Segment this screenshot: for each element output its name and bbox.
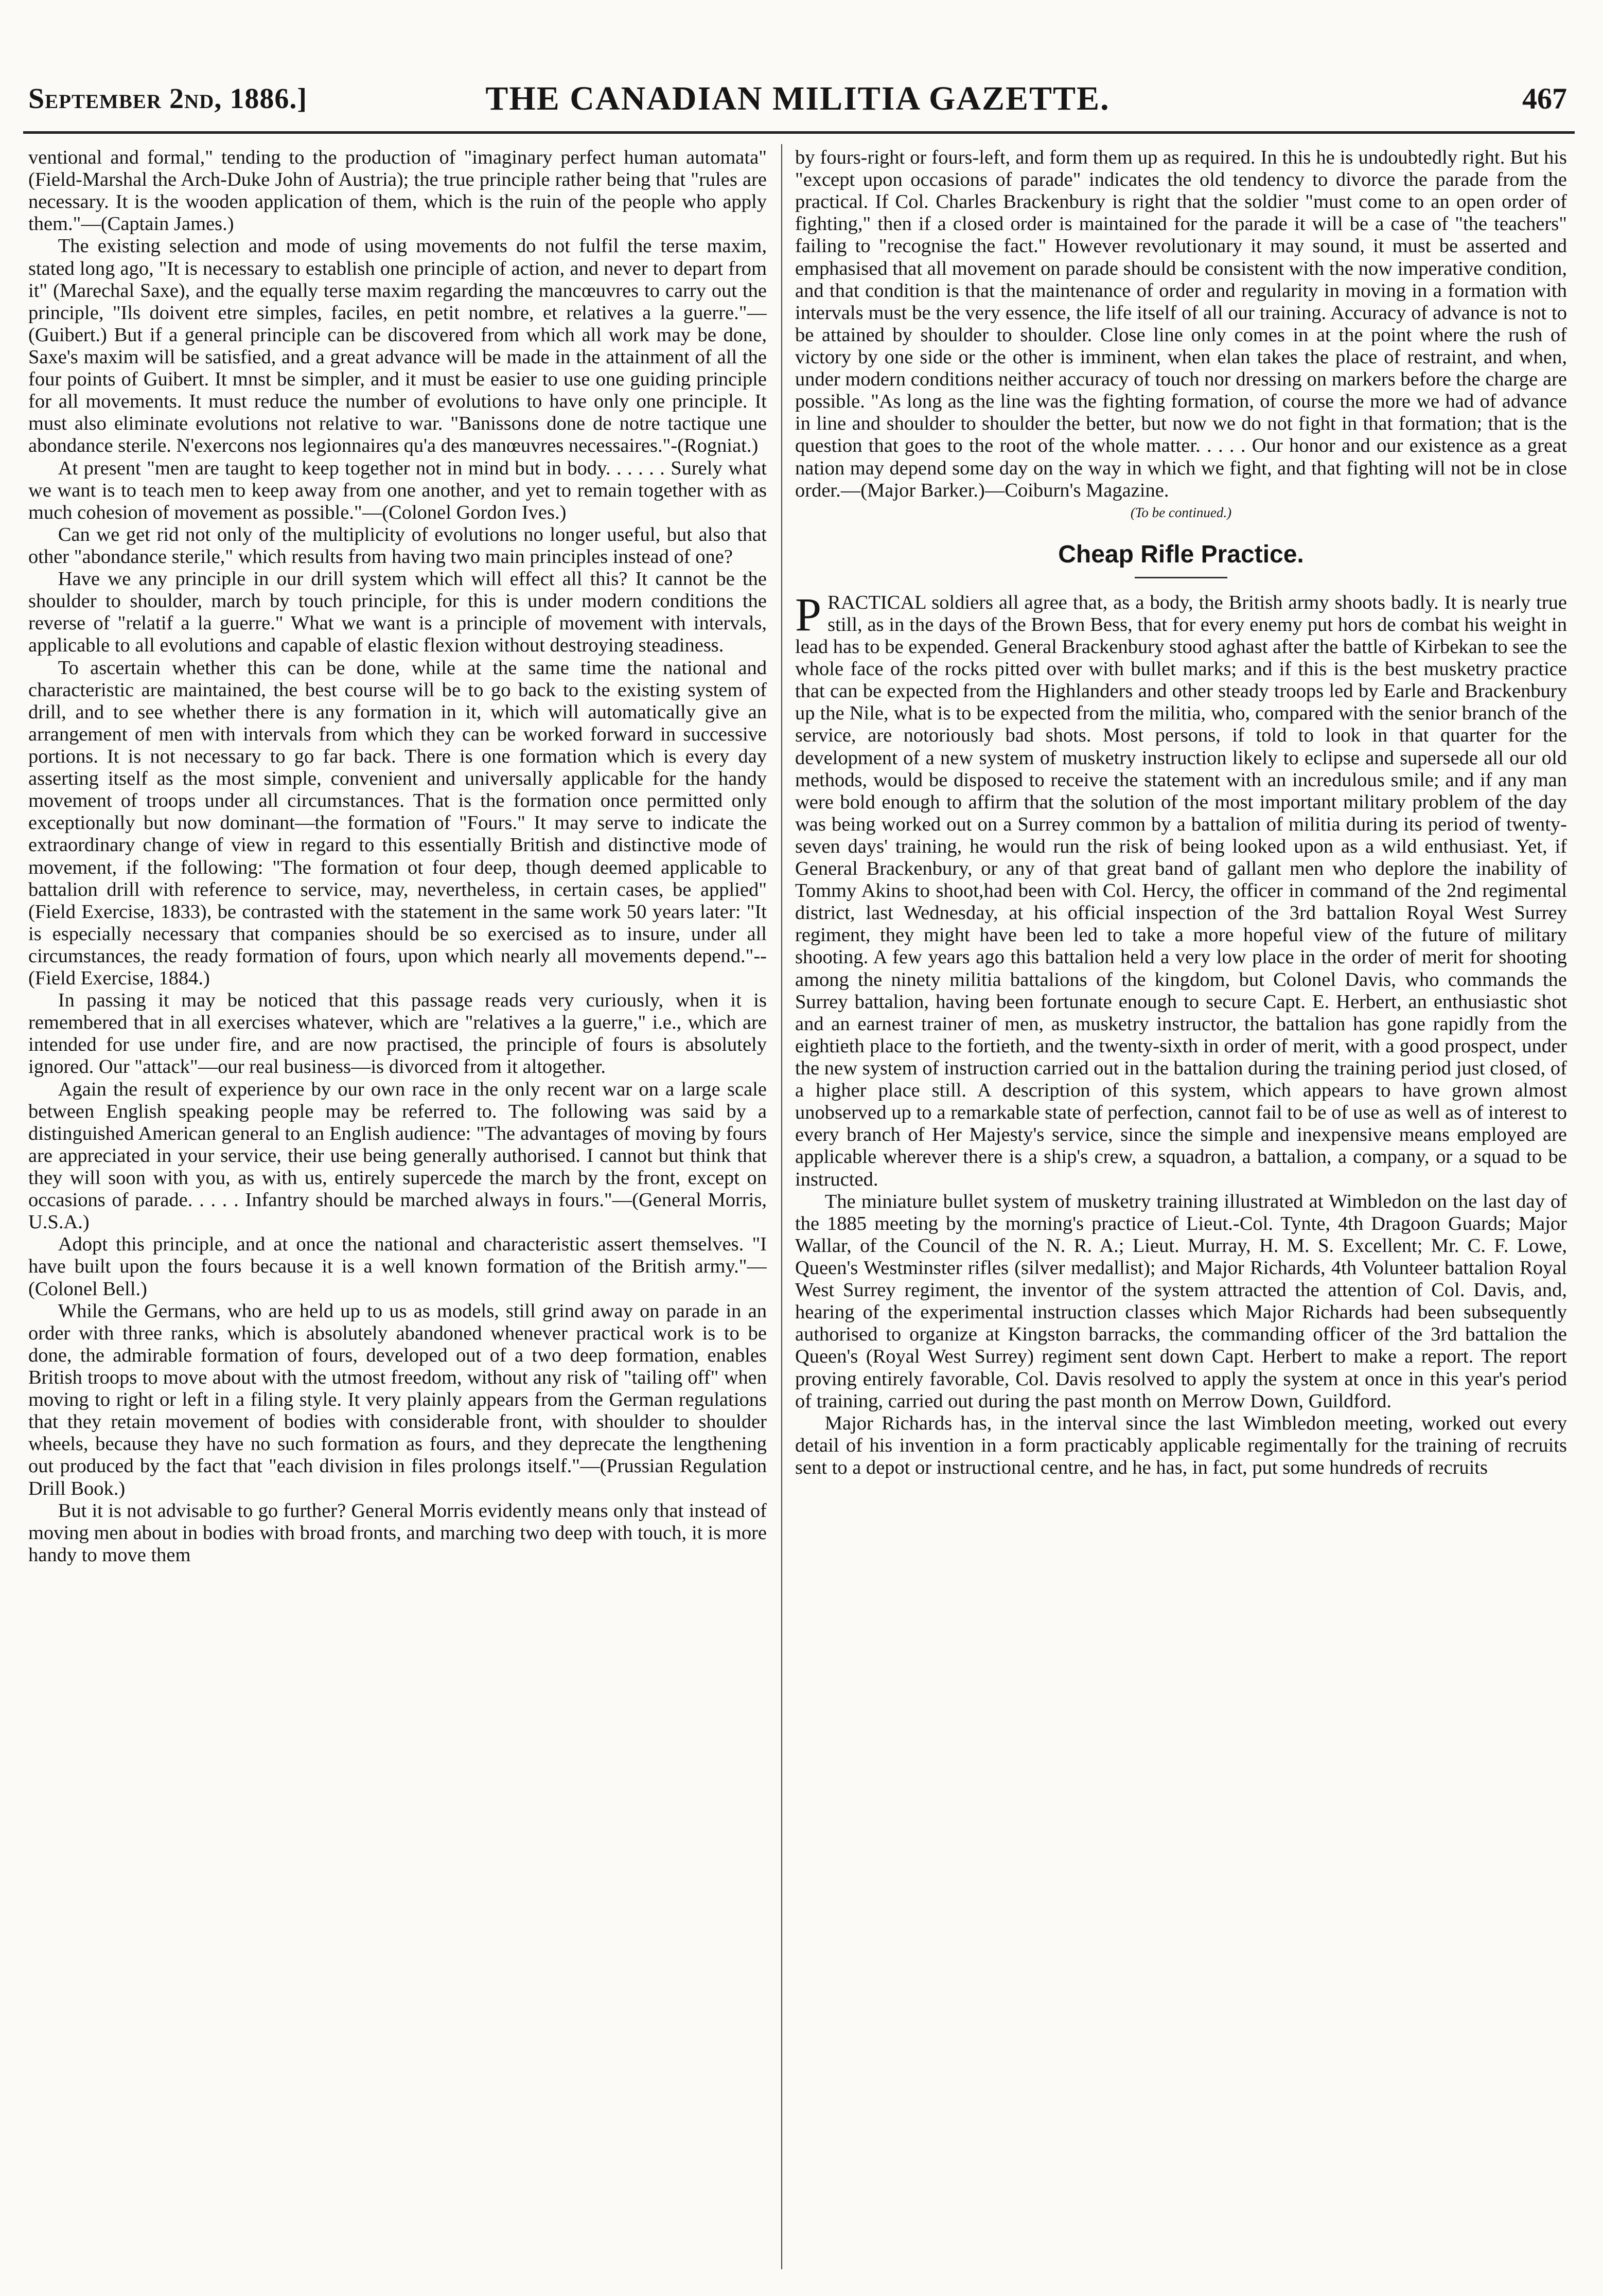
paragraph: Major Richards has, in the interval since the last Wimbledon meeting, worked out every detail of his invention in a form practicably applicable regimentally for the training of recruits sent to a depot or instructional centre, and he has, in fact, put some hundreds of recruits [795,1412,1567,1478]
page-number: 467 [1522,82,1567,115]
continued-note: (To be continued.) [1130,504,1232,520]
left-column [28,147,767,2267]
column-divider [781,144,782,2269]
header-rule [23,131,1575,134]
paragraph: ventional and formal," tending to the production of "imaginary perfect human automata" (Field-Marshal the Arch-Duke John of Austria); the true principle rather being that "rules are necessary. It is the wooden application of them, which is the ruin of the people who apply them."—(Captain James.) [28,147,767,235]
paragraph: by fours-right or fours-left, and form them up as required. In this he is undoubtedly right. But his "except upon occasions of parade" indicates the old tendency to divorce the parade from the practical. If Col. Charles Brackenbury is right that the soldier "must come to an open order of fighting," then if a closed order is maintained for the parade it will be a case of "the teachers" failing to "recognise the fact." However revolutionary it may sound, it must be asserted and emphasised that all movement on parade should be consistent with the now imperative condition, and that condition is that the maintenance of order and regularity in moving in a formation with intervals must be the very essence, the life itself of all our training. Accuracy of advance is not to be attained by shoulder to shoulder. Close line only comes in at the point where the rush of victory by one side or the other is imminent, when elan takes the place of restraint, and when, under modern conditions neither accuracy of touch nor dressing on markers before the charge are possible. "As long as the line was the fighting formation, of course the more we had of advance in line and shoulder to shoulder the better, but now we do not fight in that formation; that is the question that goes to the root of the whole matter. . . . . Our honor and our existence as a great nation may depend some day on the way in which we fight, and that fighting will not be in close order.—(Major Barker.)—Coiburn's Magazine. [795,147,1567,501]
paragraph: Again the result of experience by our own race in the only recent war on a large scale between English speaking people may be referred to. The following was said by a distinguished American general to an English audience: "The advantages of moving by fours are appreciated in your service, their use being generally authorised. I cannot but think that they will soon with you, as with us, entirely supercede the march by the front, except on occasions of parade. . . . . Infantry should be marched always in fours."—(General Morris, U.S.A.) [28,1078,767,1233]
paragraph: The miniature bullet system of musketry training illustrated at Wimbledon on the last day of the 1885 meeting by the morning's practice of Lieut.-Col. Tynte, 4th Dragoon Guards; Major Wallar, of the Council of the N. R. A.; Lieut. Murray, H. M. S. Excellent; Mr. C. F. Lowe, Queen's Westminster rifles (silver medallist); and Major Richards, 4th Volunteer battalion Royal West Surrey regiment, the inventor of the system attracted the attention of Col. Davis, and, hearing of the experimental instruction classes which Major Richards had been subsequently authorised to organize at Kingston barracks, the commanding officer of the 3rd battalion the Queen's (Royal West Surrey) regiment sent down Capt. Herbert to make a report. The report proving entirely favorable, Col. Davis resolved to apply the system at once in this year's period of training, carried out during the past month on Merrow Down, Guildford. [795,1190,1567,1412]
article-title: Cheap Rifle Practice. [1058,540,1304,568]
drop-cap: P [795,588,822,641]
article-lead-paragraph [795,588,1567,1191]
paragraph: But it is not advisable to go further? General Morris evidently means only that instead of moving men about in bodies with broad fronts, and marching two deep with touch, it is more handy to move them [28,1499,767,1566]
title-rule [1135,577,1227,578]
paragraph: At present "men are taught to keep together not in mind but in body. . . . . . Surely what we want is to teach men to keep away from one another, and yet to remain together with as much cohesion of movement as possible."—(Colonel Gordon Ives.) [28,457,767,523]
paragraph: In passing it may be noticed that this passage reads very curiously, when it is remembered that in all exercises whatever, which are "relatives a la guerre," i.e., which are intended for use under fire, and are now practised, the principle of fours is absolutely ignored. Our "attack"—our real business—is divorced from it altogether. [28,990,767,1078]
publication-title: THE CANADIAN MILITIA GAZETTE. [485,80,1110,117]
lead-text: RACTICAL soldiers all agree that, as a body, the British army shoots badly. It is nearly true still, as in the days of the Brown Bess, that for every enemy put hors de combat his weight in lead has to be expended. General Brackenbury stood aghast after the battle of Kirbekan to see the whole face of the rocks pitted over with bullet marks; and if this is the best musketry practice that can be expected from the Highlanders and other steady troops led by Earle and Brackenbury up the Nile, what is to be expected from the militia, who, compared with the senior branch of the service, are notoriously bad shots. Most persons, if told to look in that quarter for the development of a new system of musketry instruction likely to eclipse and supersede all our old methods, would be disposed to receive the statement with an incredulous smile; and if any man were bold enough to affirm that the solution of the most important military problem of the day was being worked out on a Surrey common by a battalion of militia during its period of twenty-seven days' training, he would run the risk of being looked upon as a wild enthusiast. Yet, if General Brackenbury, or any of that great band of gallant men who deplore the inability of Tommy Akins to shoot,had been with Col. Hercy, the officer in command of the 2nd regimental district, last Wednesday, at his official inspection of the 3rd battalion Royal West Surrey regiment, they might have been led to take a more hopeful view of the future of military shooting. A few years ago this battalion held a very low place in the order of merit for shooting among the ninety militia battalions of the kingdom, but Colonel Davis, who commands the Surrey battalion, having been fortunate enough to secure Capt. E. Herbert, an enthusiastic shot and an earnest trainer of men, as musketry instructor, the battalion has gone rapidly from the eightieth place to the fortieth, and the twenty-sixth in order of merit, with a good prospect, under the new system of instruction carried out in the battalion during the training period just closed, of a higher place still. A description of this system, which appears to have grown almost unobserved up to a remarkable state of perfection, cannot fail to be of use as well as of interest to every branch of Her Majesty's service, since the simple and inexpensive means employed are applicable wherever there is a ship's crew, a squadron, a battalion, a company, or a squad to be instructed. [795,591,1567,1190]
paragraph: Have we any principle in our drill system which will effect all this? It cannot be the shoulder to shoulder, march by touch principle, for this is under modern conditions the reverse of "relatif a la guerre." What we want is a principle of movement with intervals, applicable to all evolutions and capable of elastic flexion without destroying steadiness. [28,568,767,657]
paragraph: While the Germans, who are held up to us as models, still grind away on parade in an order with three ranks, which is absolutely abandoned whenever practical work is to be done, the admirable formation of fours, developed out of a two deep formation, enables British troops to move about with the utmost freedom, without any risk of "tailing off" when moving to right or left in a filing style. It very plainly appears from the German regulations that they retain movement of bodies with considerable front, with shoulder to shoulder wheels, because they have no such formation as fours, and they deprecate the lengthening out produced by the fact that "each division in files prolongs itself."—(Prussian Regulation Drill Book.) [28,1300,767,1499]
issue-date: September 2nd, 1886.] [28,83,307,115]
right-column [795,147,1567,2267]
page-header [21,77,1575,129]
paragraph: Adopt this principle, and at once the national and characteristic assert themselves. "I have built upon the fours because it is a well known formation of the British army."—(Colonel Bell.) [28,1233,767,1300]
paragraph: Can we get rid not only of the multiplicity of evolutions no longer useful, but also that other "abondance sterile," which results from having two main principles instead of one? [28,523,767,568]
paragraph: The existing selection and mode of using movements do not fulfil the terse maxim, stated long ago, "It is necessary to establish one principle of action, and never to depart from it" (Marechal Saxe), and the equally terse maxim regarding the mancœuvres to carry out the principle, "Ils doivent etre simples, faciles, en petit nombre, et relatives a la guerre."—(Guibert.) But if a general principle can be discovered from which all work may be done, Saxe's maxim will be satisfied, and a great advance will be made in the attainment of all the four points of Guibert. It mnst be simpler, and it must be easier to use one guiding principle for all movements. It must reduce the number of evolutions to have only one principle. It must also eliminate evolutions not relative to war. "Banissons done de notre tactique une abondance sterile. N'exercons nos legionnaires qu'a des manœuvres necessaires."-(Rogniat.) [28,235,767,457]
paragraph: To ascertain whether this can be done, while at the same time the national and characteristic are maintained, the best course will be to go back to the existing system of drill, and to see whether there is any formation in it, which will automatically give an arrangement of men with intervals from which they can be worked forward in successive portions. It is not necessary to go far back. There is one formation which is every day asserting itself as the most simple, convenient and universally applicable for the handy movement of troops under all circumstances. That is the formation once permitted only exceptionally but now dominant—the formation of "Fours." It may serve to indicate the extraordinary change of view in regard to this essentially British and distinctive mode of movement, if the following: "The formation ot four deep, though deemed applicable to battalion drill with reference to service, may, nevertheless, in certain cases, be applied" (Field Exercise, 1833), be contrasted with the statement in the same work 50 years later: "It is especially necessary that companies should be so exercised as to insure, under all circumstances, the ready formation of fours, upon which nearly all movements depend."--(Field Exercise, 1884.) [28,657,767,990]
